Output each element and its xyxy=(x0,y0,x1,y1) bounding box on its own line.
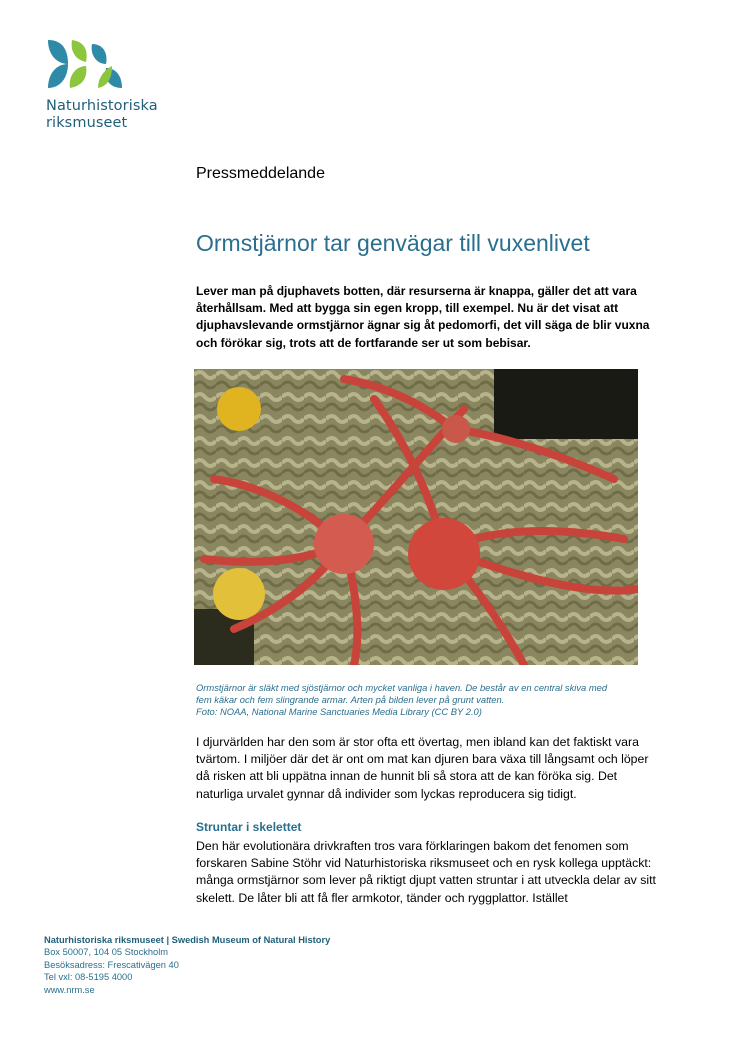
section-heading: Struntar i skelettet xyxy=(196,820,302,834)
brittle-star-image xyxy=(194,369,638,665)
footer-phone: Tel vxl: 08-5195 4000 xyxy=(44,972,133,983)
footer-address: Box 50007, 104 05 Stockholm xyxy=(44,947,169,958)
body-paragraph-2: Den här evolutionära drivkraften tros vara förklaringen bakom det fenomen som forskaren Sabine Stöhr vid Naturhistoriska riksmuseet och en rysk kollega upptäckt: många ormstjärnor som lever på riktigt djupt vatten struntar i att utveckla delar av sitt skelett. De låter bli att få fler armkotor, tänder och ryggplattor. Istället xyxy=(196,839,656,905)
footer-contact xyxy=(44,934,330,996)
footer-organization: Naturhistoriska riksmuseet | Swedish Museum of Natural History xyxy=(44,935,331,945)
caption-line-2: fem käkar och fem slingrande armar. Arten på bilden lever på grunt vatten. xyxy=(196,694,505,706)
brittle-star-photo xyxy=(194,369,638,665)
logo-mark-icon xyxy=(46,38,124,90)
lead-paragraph: Lever man på djuphavets botten, där resurserna är knappa, gäller det att vara återhållsam. Med att bygga sin egen kropp, till exempel. Nu är det visat att djuphavslevande ormstjärnor ägnar sig åt pedomorfi, det vill säga de blir vuxna och förökar sig, trots att de fortfarande ser ut som bebisar. xyxy=(196,284,650,350)
footer-website-link[interactable]: www.nrm.se xyxy=(44,984,95,995)
logo-name-line2: riksmuseet xyxy=(46,115,128,131)
museum-logo xyxy=(46,38,166,132)
logo-name-line1: Naturhistoriska xyxy=(46,98,158,114)
caption-credit: Foto: NOAA, National Marine Sanctuaries Media Library (CC BY 2.0) xyxy=(196,706,482,718)
page-title: Ormstjärnor tar genvägar till vuxenlivet xyxy=(196,230,590,256)
footer-visiting-address: Besöksadress: Frescativägen 40 xyxy=(44,959,179,970)
body-paragraph-1: I djurvärlden har den som är stor ofta ett övertag, men ibland kan det faktiskt vara tvärtom. I miljöer där det är ont om mat kan djuren bara växa till långsamt och löper då risken att bli uppätna innan de hunnit bli så stora att de kan föröka sig. Det naturliga urvalet gynnar då individer som lyckas reproducera sig tidigt. xyxy=(196,735,649,801)
caption-line-1: Ormstjärnor är släkt med sjöstjärnor och mycket vanliga i haven. De består av en central skiva med xyxy=(196,682,608,693)
document-type: Pressmeddelande xyxy=(196,165,325,182)
photo-caption xyxy=(196,682,662,719)
